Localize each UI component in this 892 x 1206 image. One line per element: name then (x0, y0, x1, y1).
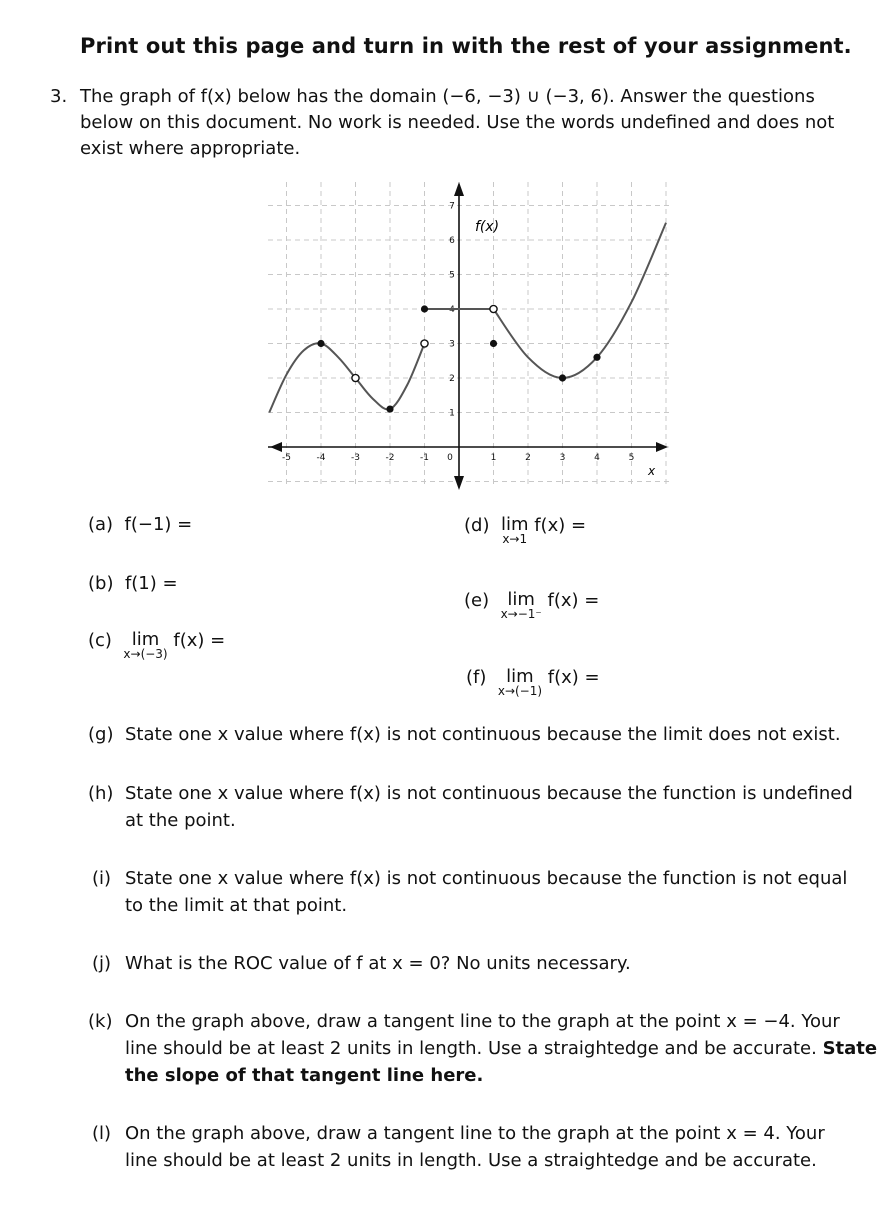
y-tick-label: 1 (449, 408, 455, 419)
closed-point (317, 340, 324, 347)
y-tick-label: 7 (449, 201, 455, 212)
x-tick-label: -4 (316, 453, 326, 463)
x-tick-label: -1 (420, 453, 429, 463)
x-tick-label: -3 (351, 453, 360, 463)
part-c-lim-word: lim (131, 629, 160, 650)
item-k-line-2: line should be at least 2 units in length. Use a straightedge and be accurate. (125, 1038, 817, 1059)
intro-line-3: exist where appropriate. (80, 138, 301, 159)
item-g (88, 721, 841, 748)
graph-curves (269, 223, 666, 413)
part-e-lim-sub: x→−1⁻ (500, 607, 542, 621)
part-f-limit (498, 667, 542, 698)
part-f-lim-word: lim (506, 666, 534, 687)
page-header: Print out this page and turn in with the rest of your assignment. (80, 34, 852, 58)
item-k-line-1: On the graph above, draw a tangent line to the graph at the point x = −4. Your (125, 1011, 840, 1032)
y-tick-label: 4 (449, 305, 455, 315)
x-tick-label: 1 (490, 453, 497, 463)
graph-tick-labels (282, 202, 634, 464)
part-c-text: f(x) = (173, 630, 226, 651)
y-tick-label: 3 (449, 339, 455, 350)
part-f-tag: (f) (466, 667, 487, 688)
item-k-line-2-wrap (125, 1035, 877, 1062)
item-g-tag: (g) (88, 724, 114, 745)
part-f (466, 667, 600, 698)
item-i-line-2: to the limit at that point. (125, 895, 348, 916)
item-k-tag: (k) (88, 1011, 113, 1032)
part-f-text: f(x) = (547, 667, 600, 688)
item-l (92, 1120, 825, 1171)
graph-title: f(x) (475, 219, 500, 235)
part-d (464, 515, 586, 546)
part-e-text: f(x) = (547, 590, 600, 611)
part-a-text: f(−1) = (124, 514, 193, 535)
function-graph (262, 178, 676, 492)
part-e-lim-word: lim (507, 589, 535, 610)
x-tick-label: -5 (282, 453, 291, 463)
part-c-limit (123, 630, 167, 661)
x-tick-label: 0 (447, 453, 453, 463)
item-l-line-1: On the graph above, draw a tangent line to the graph at the point x = 4. Your (125, 1123, 825, 1144)
x-tick-label: 5 (628, 453, 635, 463)
part-c-lim-sub: x→(−3) (123, 647, 168, 661)
item-k-bold-tail: State (822, 1038, 878, 1059)
part-c-tag: (c) (88, 630, 112, 651)
problem-number: 3. (50, 86, 68, 107)
x-tick-label: 3 (559, 453, 566, 463)
part-d-lim-sub: x→1 (502, 532, 528, 546)
y-tick-label: 6 (449, 236, 455, 246)
closed-point (593, 354, 600, 361)
x-axis-label: x (648, 464, 656, 478)
item-h-line-1: State one x value where f(x) is not continuous because the function is undefined (125, 783, 853, 804)
part-b-tag: (b) (88, 573, 114, 594)
item-l-line-2: line should be at least 2 units in length. Use a straightedge and be accurate. (125, 1150, 817, 1171)
y-axis-arrow-up (454, 182, 464, 196)
part-a (88, 514, 192, 535)
part-e-limit (501, 590, 542, 621)
part-d-limit (501, 515, 529, 546)
x-axis-arrow-left (270, 442, 282, 452)
part-d-tag: (d) (464, 515, 490, 536)
intro-line-2: below on this document. No work is needed. Use the words undefined and does not (80, 112, 835, 133)
item-h-line-2: at the point. (125, 810, 236, 831)
x-tick-label: -2 (385, 453, 395, 463)
intro-line-1: The graph of f(x) below has the domain (−6, −3) ∪ (−3, 6). Answer the questions (80, 86, 815, 107)
graph-axes (268, 182, 668, 490)
item-g-line-1: State one x value where f(x) is not continuous because the limit does not exist. (125, 724, 841, 745)
closed-point (421, 305, 428, 312)
item-h (88, 780, 853, 831)
item-j-tag: (j) (92, 953, 112, 974)
part-f-lim-sub: x→(−1) (497, 684, 543, 698)
part-b (88, 573, 178, 594)
y-axis-arrow-down (454, 476, 464, 490)
x-tick-label: 2 (525, 453, 531, 463)
item-h-tag: (h) (88, 783, 114, 804)
part-e-tag: (e) (464, 590, 490, 611)
item-j-line-1: What is the ROC value of f at x = 0? No units necessary. (125, 953, 631, 974)
open-point (421, 340, 428, 347)
part-a-tag: (a) (88, 514, 114, 535)
part-e (464, 590, 599, 621)
closed-point (559, 374, 566, 381)
item-i-tag: (i) (92, 868, 112, 889)
open-point (352, 374, 359, 381)
item-k-line-3: the slope of that tangent line here. (125, 1065, 484, 1086)
part-b-text: f(1) = (124, 573, 178, 594)
item-k (88, 1008, 878, 1086)
curve-left-bump (269, 343, 424, 412)
item-i-line-1: State one x value where f(x) is not continuous because the function is not equal (125, 868, 848, 889)
part-d-lim-word: lim (500, 514, 529, 535)
graph-grid (268, 182, 670, 488)
item-j (92, 950, 631, 977)
item-l-tag: (l) (92, 1123, 112, 1144)
item-i (92, 865, 848, 916)
open-point (490, 305, 497, 312)
y-tick-label: 5 (449, 270, 455, 281)
x-tick-label: 4 (594, 453, 600, 463)
y-tick-label: 2 (449, 374, 455, 384)
curve-right-curve (494, 223, 667, 378)
part-d-text: f(x) = (534, 515, 587, 536)
part-c (88, 630, 225, 661)
closed-point (490, 340, 497, 347)
closed-point (386, 405, 393, 412)
